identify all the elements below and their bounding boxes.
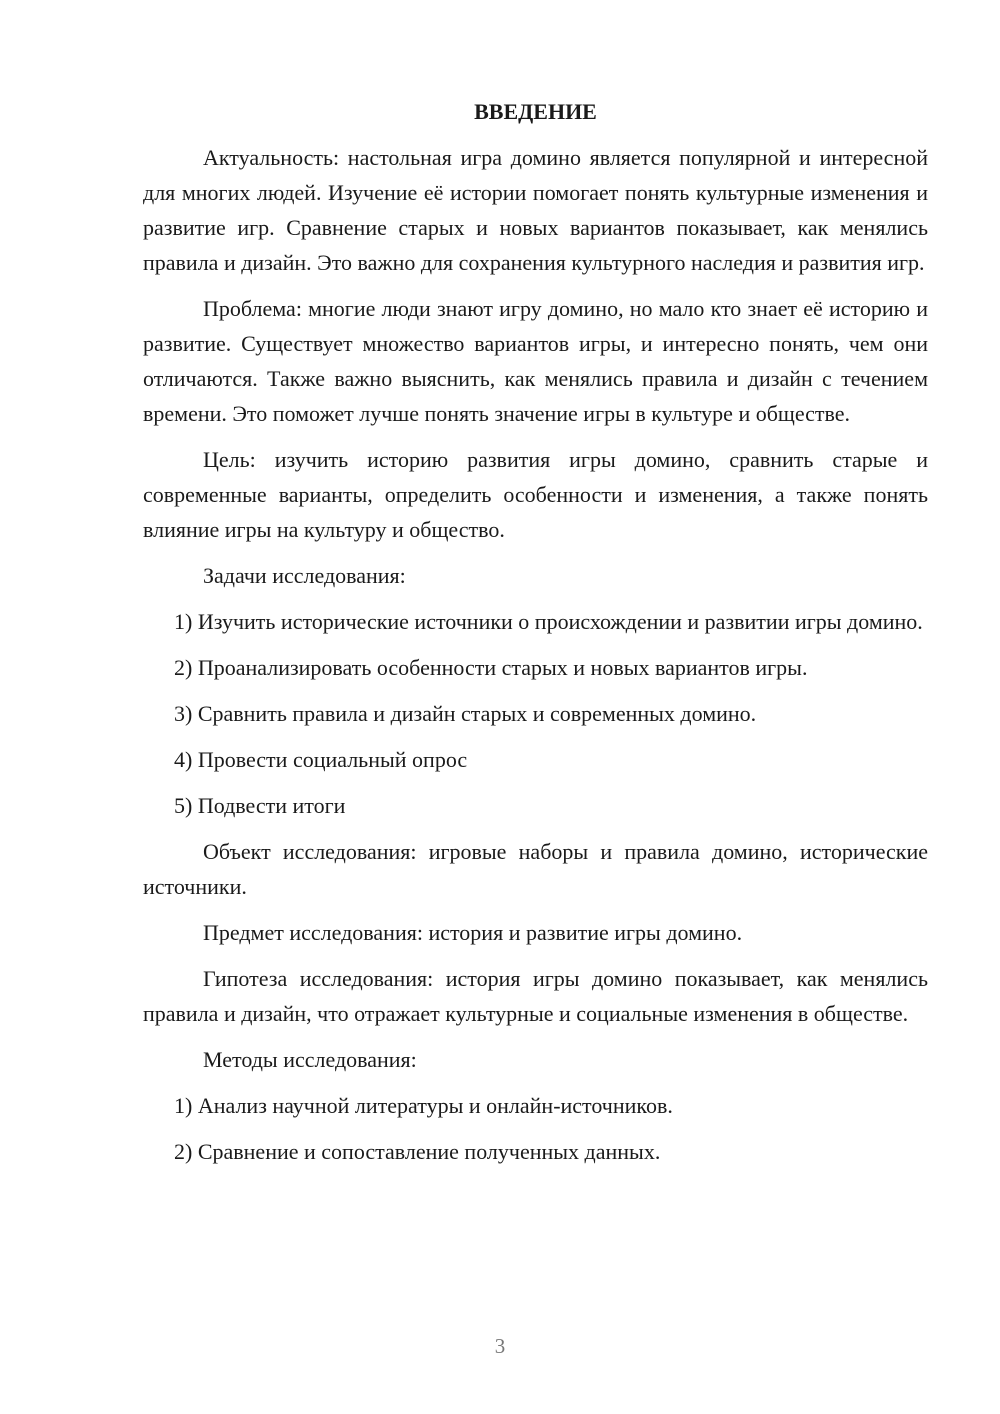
task-item: 3) Сравнить правила и дизайн старых и современных домино. [174,701,757,726]
relevance-paragraph: Актуальность: настольная игра домино является популярной и интересной для многих людей. Изучение её истории помогает понять культурные изменения и развитие игр. Сравнение старых и новых вариантов показывает, как менялись правила и дизайн. Это важно для сохранения культурного наследия и развития игр. [143,145,928,275]
page-number: 3 [494,1334,506,1358]
problem-paragraph: Проблема: многие люди знают игру домино, но мало кто знает её историю и развитие. Существует множество вариантов игры, и интересно понять, чем они отличаются. Также важно выяснить, как менялись правила и дизайн с течением времени. Это поможет лучше понять значение игры в культуре и обществе. [143,296,928,426]
task-item: 5) Подвести итоги [174,793,346,818]
hypothesis-paragraph: Гипотеза исследования: история игры домино показывает, как менялись правила и дизайн, что отражает культурные и социальные изменения в обществе. [143,966,928,1026]
goal-paragraph: Цель: изучить историю развития игры домино, сравнить старые и современные варианты, определить особенности и изменения, а также понять влияние игры на культуру и общество. [143,447,928,542]
object-paragraph: Объект исследования: игровые наборы и правила домино, исторические источники. [143,839,928,899]
page-content [143,94,928,1180]
task-item: 1) Изучить исторические источники о происхождении и развитии игры домино. [174,609,923,634]
task-item: 4) Провести социальный опрос [174,747,468,772]
method-item: 1) Анализ научной литературы и онлайн-источников. [174,1093,673,1118]
subject-paragraph: Предмет исследования: история и развитие игры домино. [203,920,743,945]
method-item: 2) Сравнение и сопоставление полученных данных. [174,1139,661,1164]
methods-heading: Методы исследования: [203,1047,417,1072]
tasks-heading: Задачи исследования: [203,563,406,588]
task-item: 2) Проанализировать особенности старых и новых вариантов игры. [174,655,808,680]
page-title: ВВЕДЕНИЕ [474,99,597,124]
